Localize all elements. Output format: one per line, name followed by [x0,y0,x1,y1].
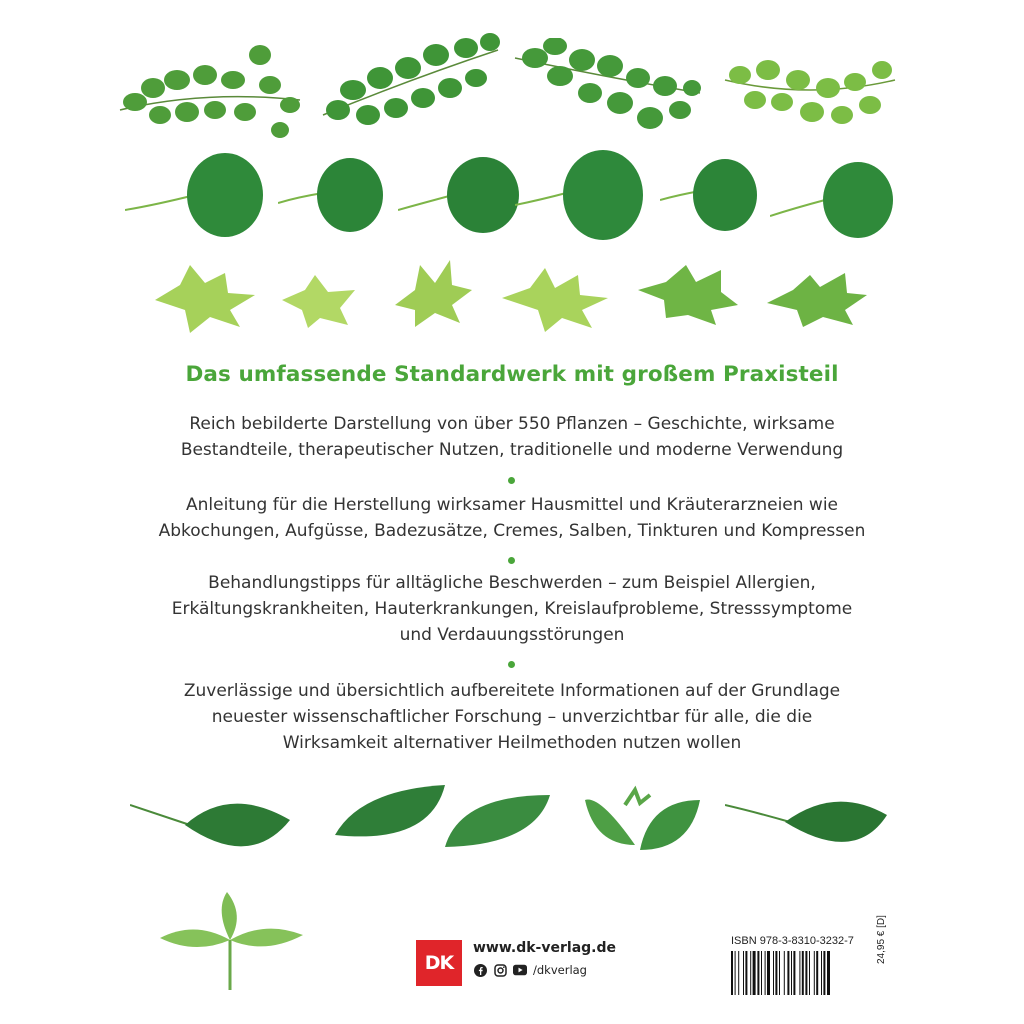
bullet-separator [508,557,515,564]
social-links [473,963,587,977]
round-leaf-1 [125,150,265,250]
fern-frond-3 [510,38,705,143]
barcode-bar [816,951,818,995]
basil-leaf-row [0,780,1024,870]
basil-leaf-2 [330,780,450,855]
round-leaf-5 [660,155,760,245]
barcode-bar [745,951,747,995]
basil-leaf-1 [130,790,295,865]
barcode-bar [761,951,762,995]
barcode-bar [775,951,777,995]
barcode-bar [821,951,822,995]
price-label: 24,95 € [D] [876,915,887,964]
basil-leaf-3 [440,785,555,855]
dk-logo: DK [416,940,462,986]
round-leaf-3 [398,155,523,245]
round-leaf-6 [770,158,895,248]
celery-leaf-2 [280,270,360,330]
celery-leaf-4 [500,260,610,335]
social-handle: /dkverlag [533,963,587,977]
barcode-bar [827,951,830,995]
celery-leaf-3 [390,255,475,330]
fern-frond-2 [318,30,503,140]
website-link[interactable]: www.dk-verlag.de [473,940,616,956]
barcode-bar [731,951,733,995]
fern-frond-1 [115,40,305,140]
barcode-bar [823,951,825,995]
youtube-icon[interactable] [513,963,527,977]
barcode-bar [802,951,804,995]
feature-paragraph-4: Zuverlässige und übersichtlich aufbereitete Informationen auf der Grundlage neuester wissenschaftlicher Forschung – unverzichtbar für alle, die die Wirksamkeit alternativer Heilmethoden nutzen wollen [183,681,841,753]
barcode-bar [799,951,800,995]
mint-sprig [155,890,305,990]
headline: Das umfassende Standardwerk mit großem Praxisteil [185,362,839,387]
facebook-icon[interactable] [473,963,487,977]
barcode-bar [757,951,759,995]
feature-paragraph-1: Reich bebilderte Darstellung von über 550 Pflanzen – Geschichte, wirksame Bestandteile, therapeutischer Nutzen, traditionelle und moderne Verwendung [180,414,844,460]
basil-sprig [580,785,705,860]
barcode-bar [738,951,739,995]
barcode-bar [791,951,792,995]
round-leaf-2 [278,155,388,245]
barcode-bar [814,951,815,995]
fern-frond-4 [720,40,900,145]
celery-leaf-5 [636,260,741,330]
barcode-bar [784,951,785,995]
barcode-bar [779,951,780,995]
barcode-bar [805,951,807,995]
barcode [731,951,866,995]
bullet-separator [508,661,515,668]
instagram-icon[interactable] [493,963,507,977]
barcode-bar [793,951,795,995]
bullet-separator [508,477,515,484]
barcode-bar [767,951,770,995]
isbn-text: ISBN 978-3-8310-3232-7 [731,935,854,947]
celery-leaf-6 [765,265,870,330]
celery-leaf-1 [150,255,260,335]
barcode-bar [735,951,736,995]
round-leaf-row [0,150,1024,250]
barcode-bar [750,951,751,995]
celery-leaf-row [0,255,1024,335]
barcode-bar [787,951,789,995]
fern-leaf-row [0,30,1024,150]
basil-leaf-4 [725,790,890,860]
barcode-bar [743,951,744,995]
round-leaf-4 [515,150,645,250]
barcode-bar [765,951,766,995]
barcode-bar [753,951,756,995]
barcode-bar [809,951,810,995]
feature-paragraph-3: Behandlungstipps für alltägliche Beschwerden – zum Beispiel Allergien, Erkältungskrankheiten, Hauterkrankungen, Kreislaufprobleme, Stresssymptome und Verdauungsstörungen [171,573,853,645]
barcode-bar [773,951,774,995]
feature-paragraph-2: Anleitung für die Herstellung wirksamer Hausmittel und Kräuterarzneien wie Abkochungen, Aufgüsse, Badezusätze, Cremes, Salben, Tinkturen und Kompressen [158,495,866,541]
